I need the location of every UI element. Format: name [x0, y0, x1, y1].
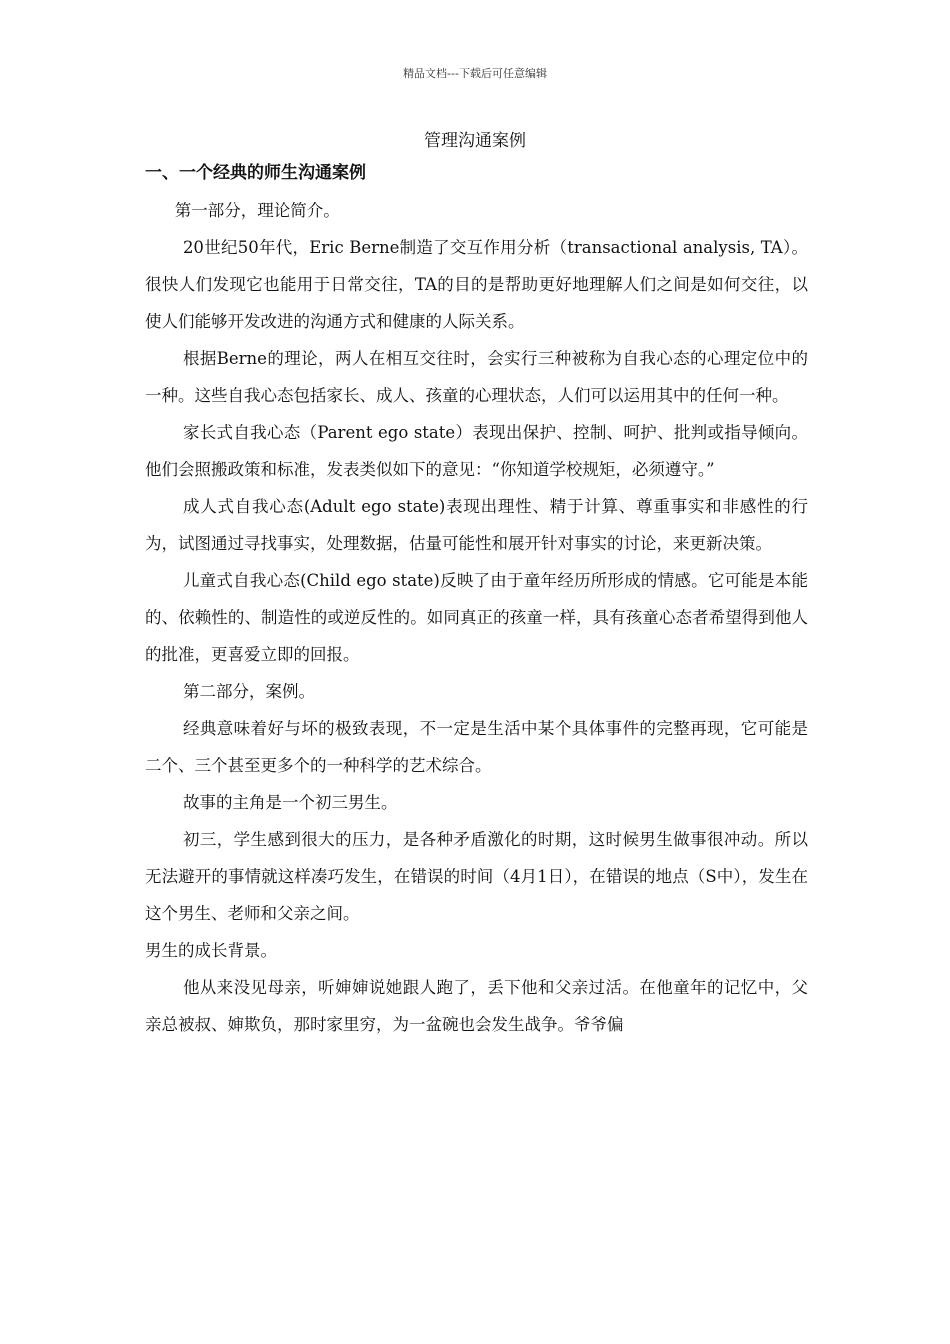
document-body: [145, 155, 808, 1043]
paragraph-background-story: 他从来没见母亲，听婶婶说她跟人跑了，丢下他和父亲过活。在他童年的记忆中，父亲总被叔、婶欺负，那时家里穷，为一盆碗也会发生战争。爷爷偏: [145, 978, 808, 1034]
header-watermark: 精品文档---下载后可任意编辑: [403, 67, 547, 80]
paragraph-ta-intro: 20世纪50年代，Eric Berne制造了交互作用分析（transactional analysis, TA）。很快人们发现它也能用于日常交往，TA的目的是帮助更好地理解人们之间是如何交往，以使人们能够开发改进的沟通方式和健康的人际关系。: [145, 238, 808, 331]
paragraph-parent-ego: 家长式自我心态（Parent ego state）表现出保护、控制、呵护、批判或指导倾向。他们会照搬政策和标准，发表类似如下的意见：“你知道学校规矩，必须遵守。”: [145, 423, 808, 479]
paragraph-classic-meaning: 经典意味着好与坏的极致表现，不一定是生活中某个具体事件的完整再现，它可能是二个、三个甚至更多个的一种科学的艺术综合。: [145, 719, 808, 775]
paragraph-grade-nine: 初三，学生感到很大的压力，是各种矛盾激化的时期，这时候男生做事很冲动。所以无法避开的事情就这样凑巧发生，在错误的时间（4月1日），在错误的地点（S中），发生在这个男生、老师和父亲之间。: [145, 830, 808, 923]
document-title: 管理沟通案例: [424, 131, 526, 151]
section-heading: 一、一个经典的师生沟通案例: [145, 163, 366, 183]
paragraph-part-two-label: 第二部分，案例。: [182, 682, 315, 701]
paragraph-berne-theory: 根据Berne的理论，两人在相互交往时，会实行三种被称为自我心态的心理定位中的一种。这些自我心态包括家长、成人、孩童的心理状态，人们可以运用其中的任何一种。: [145, 349, 808, 405]
paragraph-part-one-label: 第一部分，理论简介。: [174, 201, 340, 220]
paragraph-child-ego: 儿童式自我心态(Child ego state)反映了由于童年经历所形成的情感。它可能是本能的、依赖性的、制造性的或逆反性的。如同真正的孩童一样，具有孩童心态者希望得到他人的批准，更喜爱立即的回报。: [145, 571, 808, 664]
paragraph-adult-ego: 成人式自我心态(Adult ego state)表现出理性、精于计算、尊重事实和非感性的行为，试图通过寻找事实，处理数据，估量可能性和展开针对事实的讨论，来更新决策。: [145, 497, 808, 553]
paragraph-background-label: 男生的成长背景。: [145, 941, 277, 960]
paragraph-protagonist: 故事的主角是一个初三男生。: [182, 793, 398, 812]
